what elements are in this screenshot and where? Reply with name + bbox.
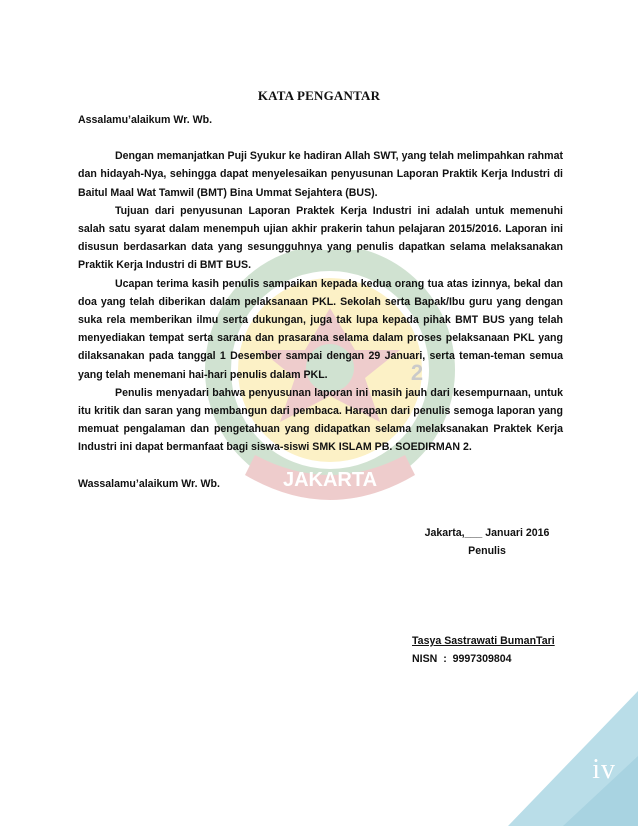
paragraph: Penulis menyadari bahwa penyusunan laporan ini masih jauh dari kesempurnaan, untuk itu kritik dan saran yang membangun dari pembaca. Harapan dari penulis semoga laporan yang memuat pengalaman dan pengetahuan yang didapatkan selama melaksanakan Praktek Kerja Industri ini dapat bermanfaat bagi siswa-siswi SMK ISLAM PB. SOEDIRMAN 2. bbox=[78, 386, 563, 454]
page-number: iv bbox=[592, 754, 616, 785]
paragraph: Tujuan dari penyusunan Laporan Praktek Kerja Industri ini adalah untuk memenuhi salah satu syarat dalam menempuh ujian akhir prakerin tahun pelajaran 2015/2016. Laporan ini disusun berdasarkan data yang sesungguhnya yang penulis dapatkan selama melaksanakan Praktik Kerja Industri di BMT BUS. bbox=[78, 204, 563, 272]
greeting: Assalamu’alaikum Wr. Wb. bbox=[78, 114, 213, 126]
closing: Wassalamu’alaikum Wr. Wb. bbox=[78, 477, 220, 490]
signature-nisn: NISN : 9997309804 bbox=[412, 653, 512, 665]
document-body bbox=[78, 111, 563, 493]
seal-digit: 2 bbox=[410, 360, 424, 385]
signature-name: Tasya Sastrawati BumanTari bbox=[412, 635, 555, 647]
place-date: Jakarta,___ Januari 2016 bbox=[424, 527, 550, 539]
seal-ribbon-text: JAKARTA bbox=[282, 469, 378, 491]
signature-block bbox=[412, 524, 572, 668]
paragraph: Dengan memanjatkan Puji Syukur ke hadiran Allah SWT, yang telah melimpahkan rahmat dan hidayah-Nya, sehingga dapat menyelesaikan penyusunan Laporan Praktik Kerja Industri di Baitul Maal Wat Tamwil (BMT) Bina Ummat Sejahtera (BUS). bbox=[78, 150, 563, 199]
page-title: KATA PENGANTAR bbox=[257, 88, 381, 103]
signature-role: Penulis bbox=[468, 545, 506, 557]
paragraph: Ucapan terima kasih penulis sampaikan kepada kedua orang tua atas izinnya, bekal dan doa yang telah diberikan dalam pelaksanaan PKL. Sekolah serta Bapak/Ibu guru yang dengan suka rela memberikan ilmu serta dukungan, juga tak lupa kepada pihak BMT BUS yang telah menyediakan tempat serta sarana dan prasarana selama dalam proses pelaksanaan PKL yang dilaksanakan pada tanggal 1 Desember sampai dengan 29 Januari, serta teman-teman semua yang telah menemani hai-hari penulis dalam PKL. bbox=[78, 277, 563, 381]
